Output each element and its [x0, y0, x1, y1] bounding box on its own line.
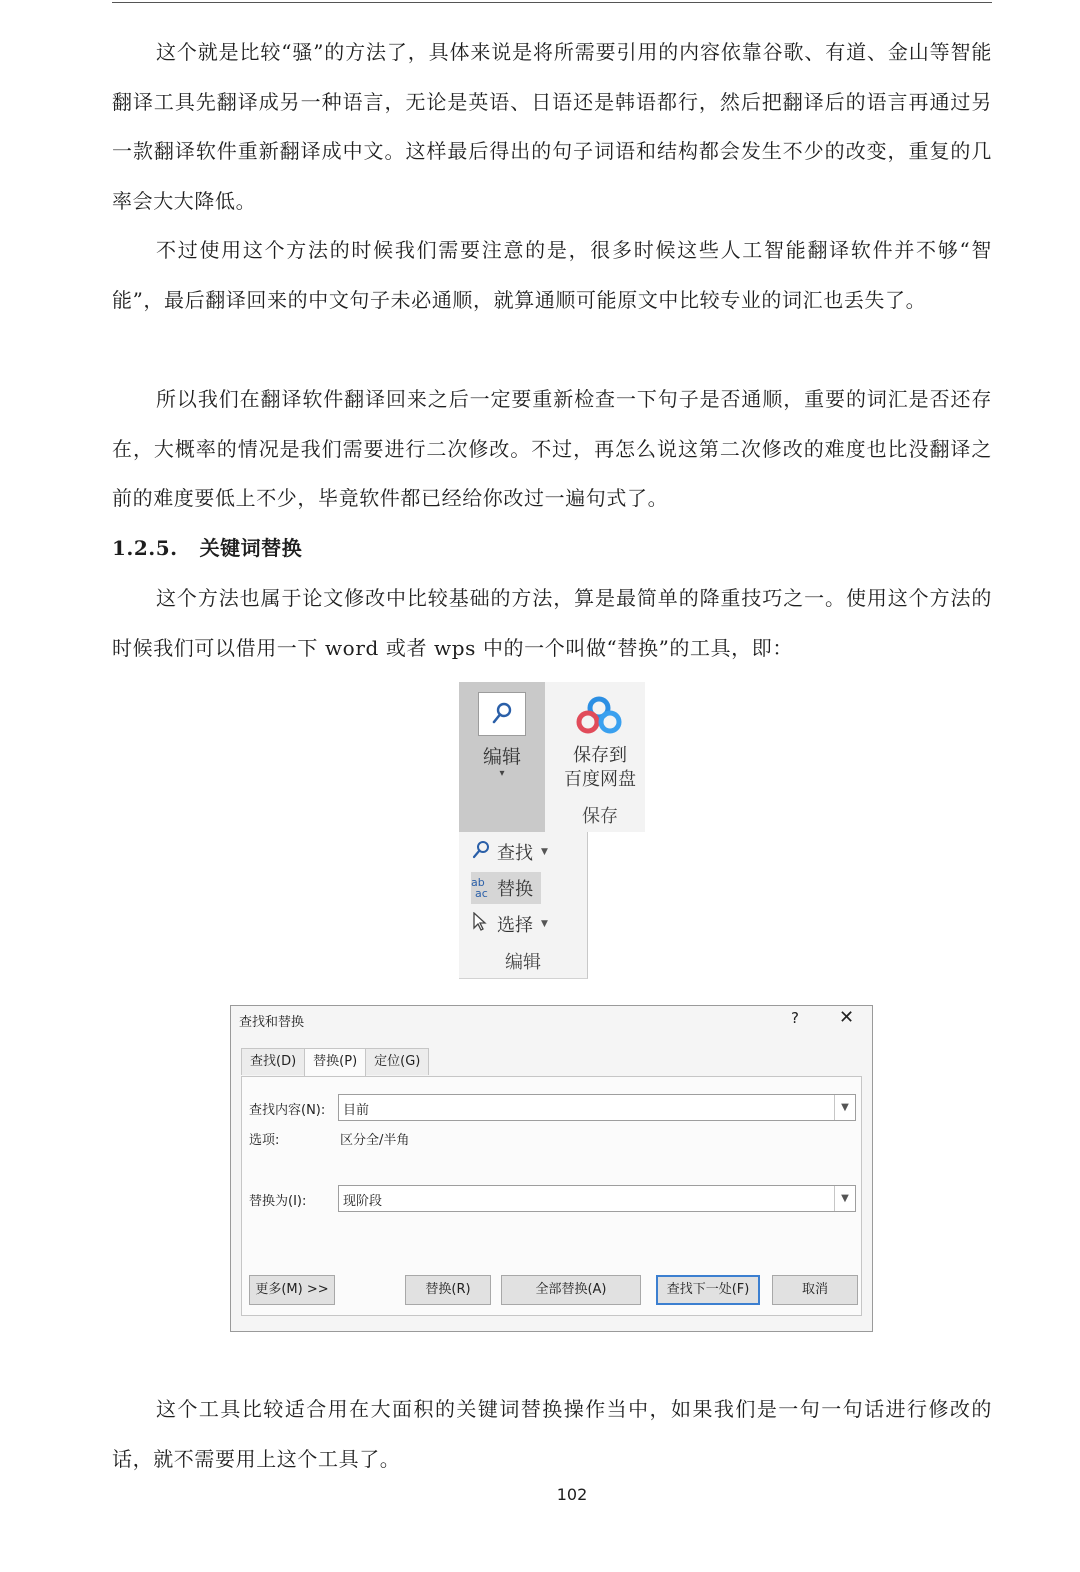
find-replace-dialog	[230, 1005, 873, 1332]
chevron-down-icon[interactable]: ▼	[834, 1095, 855, 1120]
menu-item-select[interactable]	[471, 908, 548, 940]
edit-label: 编辑	[482, 746, 521, 768]
replace-button[interactable]: 替换(R)	[405, 1275, 491, 1305]
page-number: 102	[556, 1485, 588, 1504]
search-icon	[471, 840, 497, 865]
replace-with-label: 替换为(I):	[249, 1194, 307, 1209]
tab-goto[interactable]: 定位(G)	[365, 1048, 429, 1075]
chevron-down-icon: ▼	[541, 919, 548, 929]
replace-with-field[interactable]	[338, 1185, 856, 1212]
paragraph-closing: 这个工具比较适合用在大面积的关键词替换操作当中，如果我们是一句一句话进行修改的话，就不需要用上这个工具了。	[112, 1397, 992, 1471]
find-what-field[interactable]	[338, 1094, 856, 1121]
tab-replace[interactable]: 替换(P)	[304, 1048, 366, 1077]
help-icon[interactable]: ?	[791, 1009, 799, 1027]
save-to-baidu-button[interactable]	[555, 682, 645, 800]
replace-panel	[241, 1076, 862, 1316]
menu-item-replace-label: 替换	[497, 879, 533, 900]
cursor-arrow-icon	[471, 912, 497, 937]
find-what-label: 查找内容(N):	[249, 1103, 326, 1118]
chevron-down-icon: ▾	[499, 768, 505, 779]
menu-item-select-label: 选择	[497, 915, 533, 936]
menu-item-replace[interactable]	[471, 872, 541, 904]
dialog-tabs	[241, 1048, 428, 1076]
header-rule	[112, 2, 992, 3]
section-number: 1.2.5.	[112, 536, 178, 560]
more-button[interactable]: 更多(M) >>	[249, 1275, 335, 1305]
tab-find[interactable]: 查找(D)	[241, 1048, 305, 1075]
edit-dropdown-menu	[459, 832, 588, 979]
paragraph-translation-caveat: 不过使用这个方法的时候我们需要注意的是，很多时候这些人工智能翻译软件并不够“智能”，最后翻译回来的中文句子未必通顺，就算通顺可能原文中比较专业的词汇也丢失了。	[112, 238, 992, 312]
save-group-label: 保存	[582, 806, 618, 827]
replace-all-button[interactable]: 全部替换(A)	[501, 1275, 641, 1305]
edit-button[interactable]	[459, 682, 545, 832]
section-heading	[112, 526, 302, 570]
menu-item-find[interactable]	[471, 836, 548, 868]
find-next-button[interactable]: 查找下一处(F)	[656, 1275, 760, 1305]
paragraph-translation-check: 所以我们在翻译软件翻译回来之后一定要重新检查一下句子是否通顺，重要的词汇是否还存在，大概率的情况是我们需要进行二次修改。不过，再怎么说这第二次修改的难度也比没翻译之前的难度要低上不少，毕竟软件都已经给你改过一遍句式了。	[112, 387, 992, 510]
replace-with-value: 现阶段	[343, 1194, 383, 1209]
menu-item-find-label: 查找	[497, 843, 533, 864]
baidu-label-line-1: 保存到	[573, 745, 627, 766]
options-value: 区分全/半角	[340, 1133, 410, 1148]
options-label: 选项:	[249, 1133, 280, 1148]
baidu-netdisk-icon	[575, 696, 623, 736]
edit-group-label: 编辑	[505, 952, 541, 973]
paragraph-translation-method: 这个就是比较“骚”的方法了，具体来说是将所需要引用的内容依靠谷歌、有道、金山等智能翻译工具先翻译成另一种语言，无论是英语、日语还是韩语都行，然后把翻译后的语言再通过另一款翻译软件重新翻译成中文。这样最后得出的句子词语和结构都会发生不少的改变，重复的几率会大大降低。	[112, 40, 992, 213]
paragraph-keyword-replace-intro: 这个方法也属于论文修改中比较基础的方法，算是最简单的降重技巧之一。使用这个方法的时候我们可以借用一下 word 或者 wps 中的一个叫做“替换”的工具，即：	[112, 586, 992, 660]
dialog-title: 查找和替换	[239, 1015, 305, 1030]
save-to-baidu-label	[555, 744, 645, 792]
find-what-value: 目前	[343, 1103, 370, 1118]
cancel-button[interactable]: 取消	[772, 1275, 858, 1305]
chevron-down-icon: ▼	[541, 847, 548, 857]
chevron-down-icon[interactable]: ▼	[834, 1186, 855, 1211]
ribbon-snippet	[459, 682, 645, 832]
replace-icon: ab ac	[471, 876, 488, 900]
search-icon	[478, 692, 526, 736]
section-title: 关键词替换	[199, 536, 303, 560]
baidu-label-line-2: 百度网盘	[564, 769, 636, 790]
close-icon[interactable]: ✕	[839, 1007, 855, 1028]
